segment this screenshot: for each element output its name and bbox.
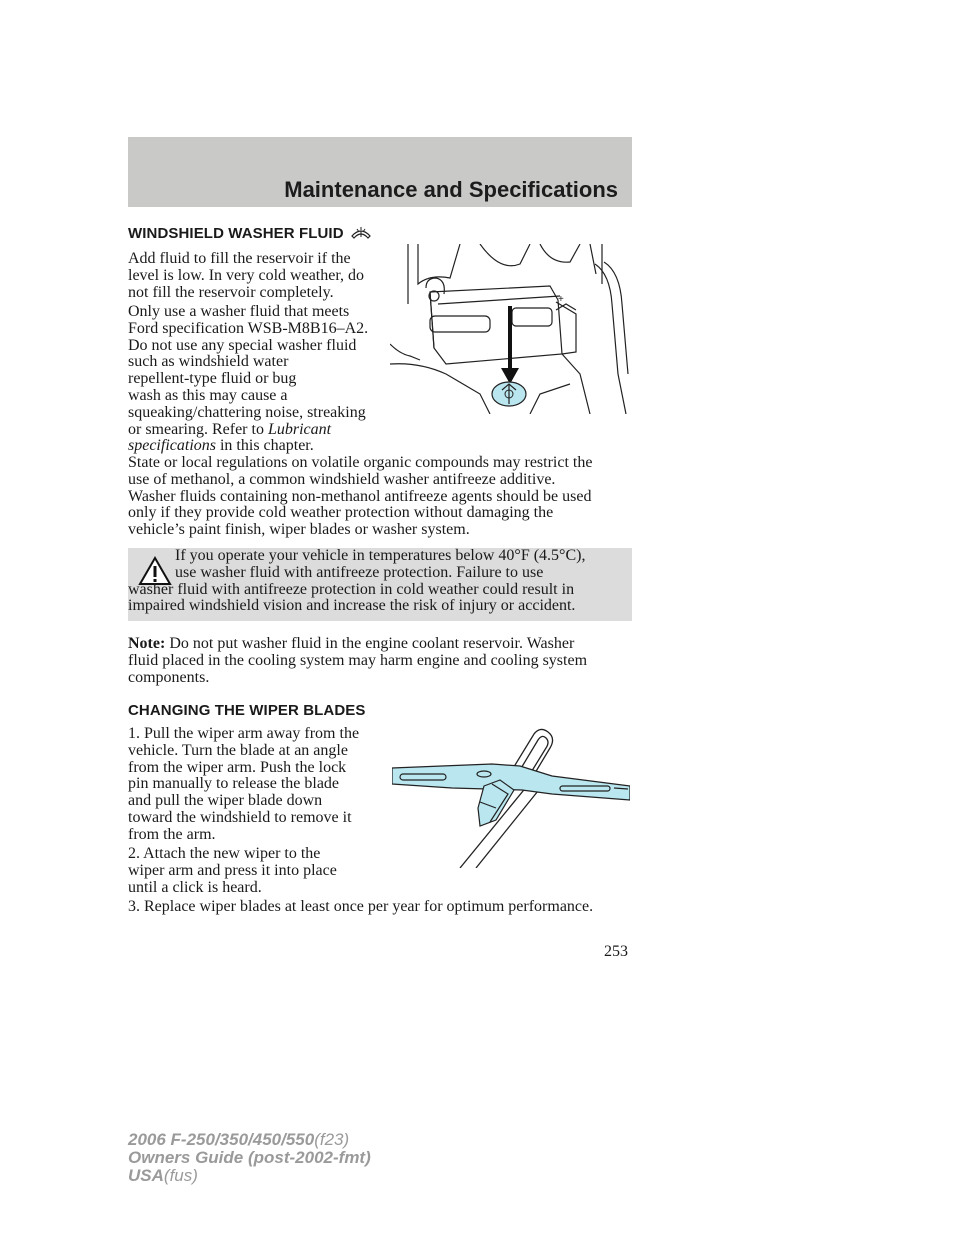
text-line: not fill the reservoir completely. [128, 283, 334, 301]
washer-reservoir-illustration [390, 244, 632, 414]
document-footer [128, 1131, 371, 1185]
wiper-step-3: 3. Replace wiper blades at least once per year for optimum performance. [128, 898, 594, 915]
text-line: washer fluid with antifreeze protection in cold weather could result in [128, 580, 575, 598]
text-line: repellent-type fluid or bug [128, 370, 297, 388]
washer-heading [128, 224, 372, 242]
text-line: Do not use any special washer fluid [128, 336, 357, 354]
text-line: from the wiper arm. Push the lock [128, 758, 347, 776]
text-line: until a click is heard. [128, 878, 262, 896]
warning-box [128, 548, 632, 621]
text-line: vehicle. Turn the blade at an angle [128, 741, 348, 759]
text-line: wash as this may cause a [128, 386, 288, 404]
note-label: Note: [128, 635, 166, 652]
text-line: Ford specification WSB-M8B16–A2. [128, 319, 369, 337]
lubricant-spec-reference-cont: specifications [128, 437, 216, 455]
text-line: If you operate your vehicle in temperatures below 40°F (4.5°C), [175, 547, 586, 564]
text-line: and pull the wiper blade down [128, 792, 323, 810]
footer-line [128, 1167, 371, 1185]
washer-reservoir-cap [492, 382, 526, 406]
text-line: wiper arm and press it into place [128, 861, 337, 879]
footer-model: 2006 F-250/350/450/550 [128, 1130, 315, 1149]
text-line: Add fluid to fill the reservoir if the [128, 250, 351, 267]
text-line: from the arm. [128, 825, 216, 843]
text-line: vehicle’s paint finish, wiper blades or washer system. [128, 521, 470, 539]
wiper-step-1 [128, 726, 359, 844]
text-line [128, 422, 368, 439]
text-segment: or smearing. Refer to [128, 420, 264, 438]
text-line: pin manually to release the blade [128, 775, 340, 793]
wiper-blade-illustration [392, 728, 630, 868]
text-line [128, 438, 368, 455]
footer-line [128, 1131, 371, 1149]
text-line: impaired windshield vision and increase the risk of injury or accident. [128, 597, 576, 615]
text-line: Only use a washer fluid that meets [128, 303, 350, 320]
text-line: 1. Pull the wiper arm away from the [128, 725, 360, 742]
text-line: only if they provide cold weather protection without damaging the [128, 504, 554, 522]
svg-text:+: + [558, 294, 564, 305]
section-title: Maintenance and Specifications [284, 177, 618, 202]
warning-text [128, 548, 622, 615]
text-line: use of methanol, a common windshield washer antifreeze additive. [128, 470, 556, 488]
text-line: State or local regulations on volatile organic compounds may restrict the [128, 454, 593, 471]
washer-paragraph-1 [128, 251, 364, 301]
windshield-washer-icon [350, 224, 372, 240]
footer-line [128, 1149, 371, 1167]
footer-market: USA [128, 1166, 164, 1185]
washer-paragraph-3 [128, 455, 592, 539]
text-segment: in this chapter. [219, 437, 314, 455]
washer-heading-text: WINDSHIELD WASHER FLUID [128, 225, 344, 242]
text-line: level is low. In very cold weather, do [128, 266, 365, 284]
text-line: fluid placed in the cooling system may harm engine and cooling system [128, 651, 588, 669]
text-line: squeaking/chattering noise, streaking [128, 403, 366, 421]
wiper-step-2 [128, 846, 337, 896]
wiper-heading: CHANGING THE WIPER BLADES [128, 702, 366, 719]
text-line: use washer fluid with antifreeze protection. Failure to use [175, 563, 544, 581]
text-line [128, 636, 587, 653]
section-header [128, 137, 632, 207]
footer-guide: Owners Guide (post-2002-fmt) [128, 1148, 371, 1167]
text-line: 2. Attach the new wiper to the [128, 845, 321, 862]
text-line: toward the windshield to remove it [128, 808, 352, 826]
footer-market-code: (fus) [163, 1166, 198, 1185]
note-paragraph [128, 636, 587, 686]
lubricant-spec-reference: Lubricant [267, 420, 332, 438]
text-segment: Do not put washer fluid in the engine coolant reservoir. Washer [169, 635, 575, 652]
page-number: 253 [604, 943, 628, 960]
footer-model-code: (f23) [314, 1130, 350, 1149]
text-line: components. [128, 668, 210, 686]
text-line: such as windshield water [128, 353, 289, 371]
text-line: Washer fluids containing non-methanol antifreeze agents should be used [128, 487, 592, 505]
washer-paragraph-2 [128, 304, 368, 455]
